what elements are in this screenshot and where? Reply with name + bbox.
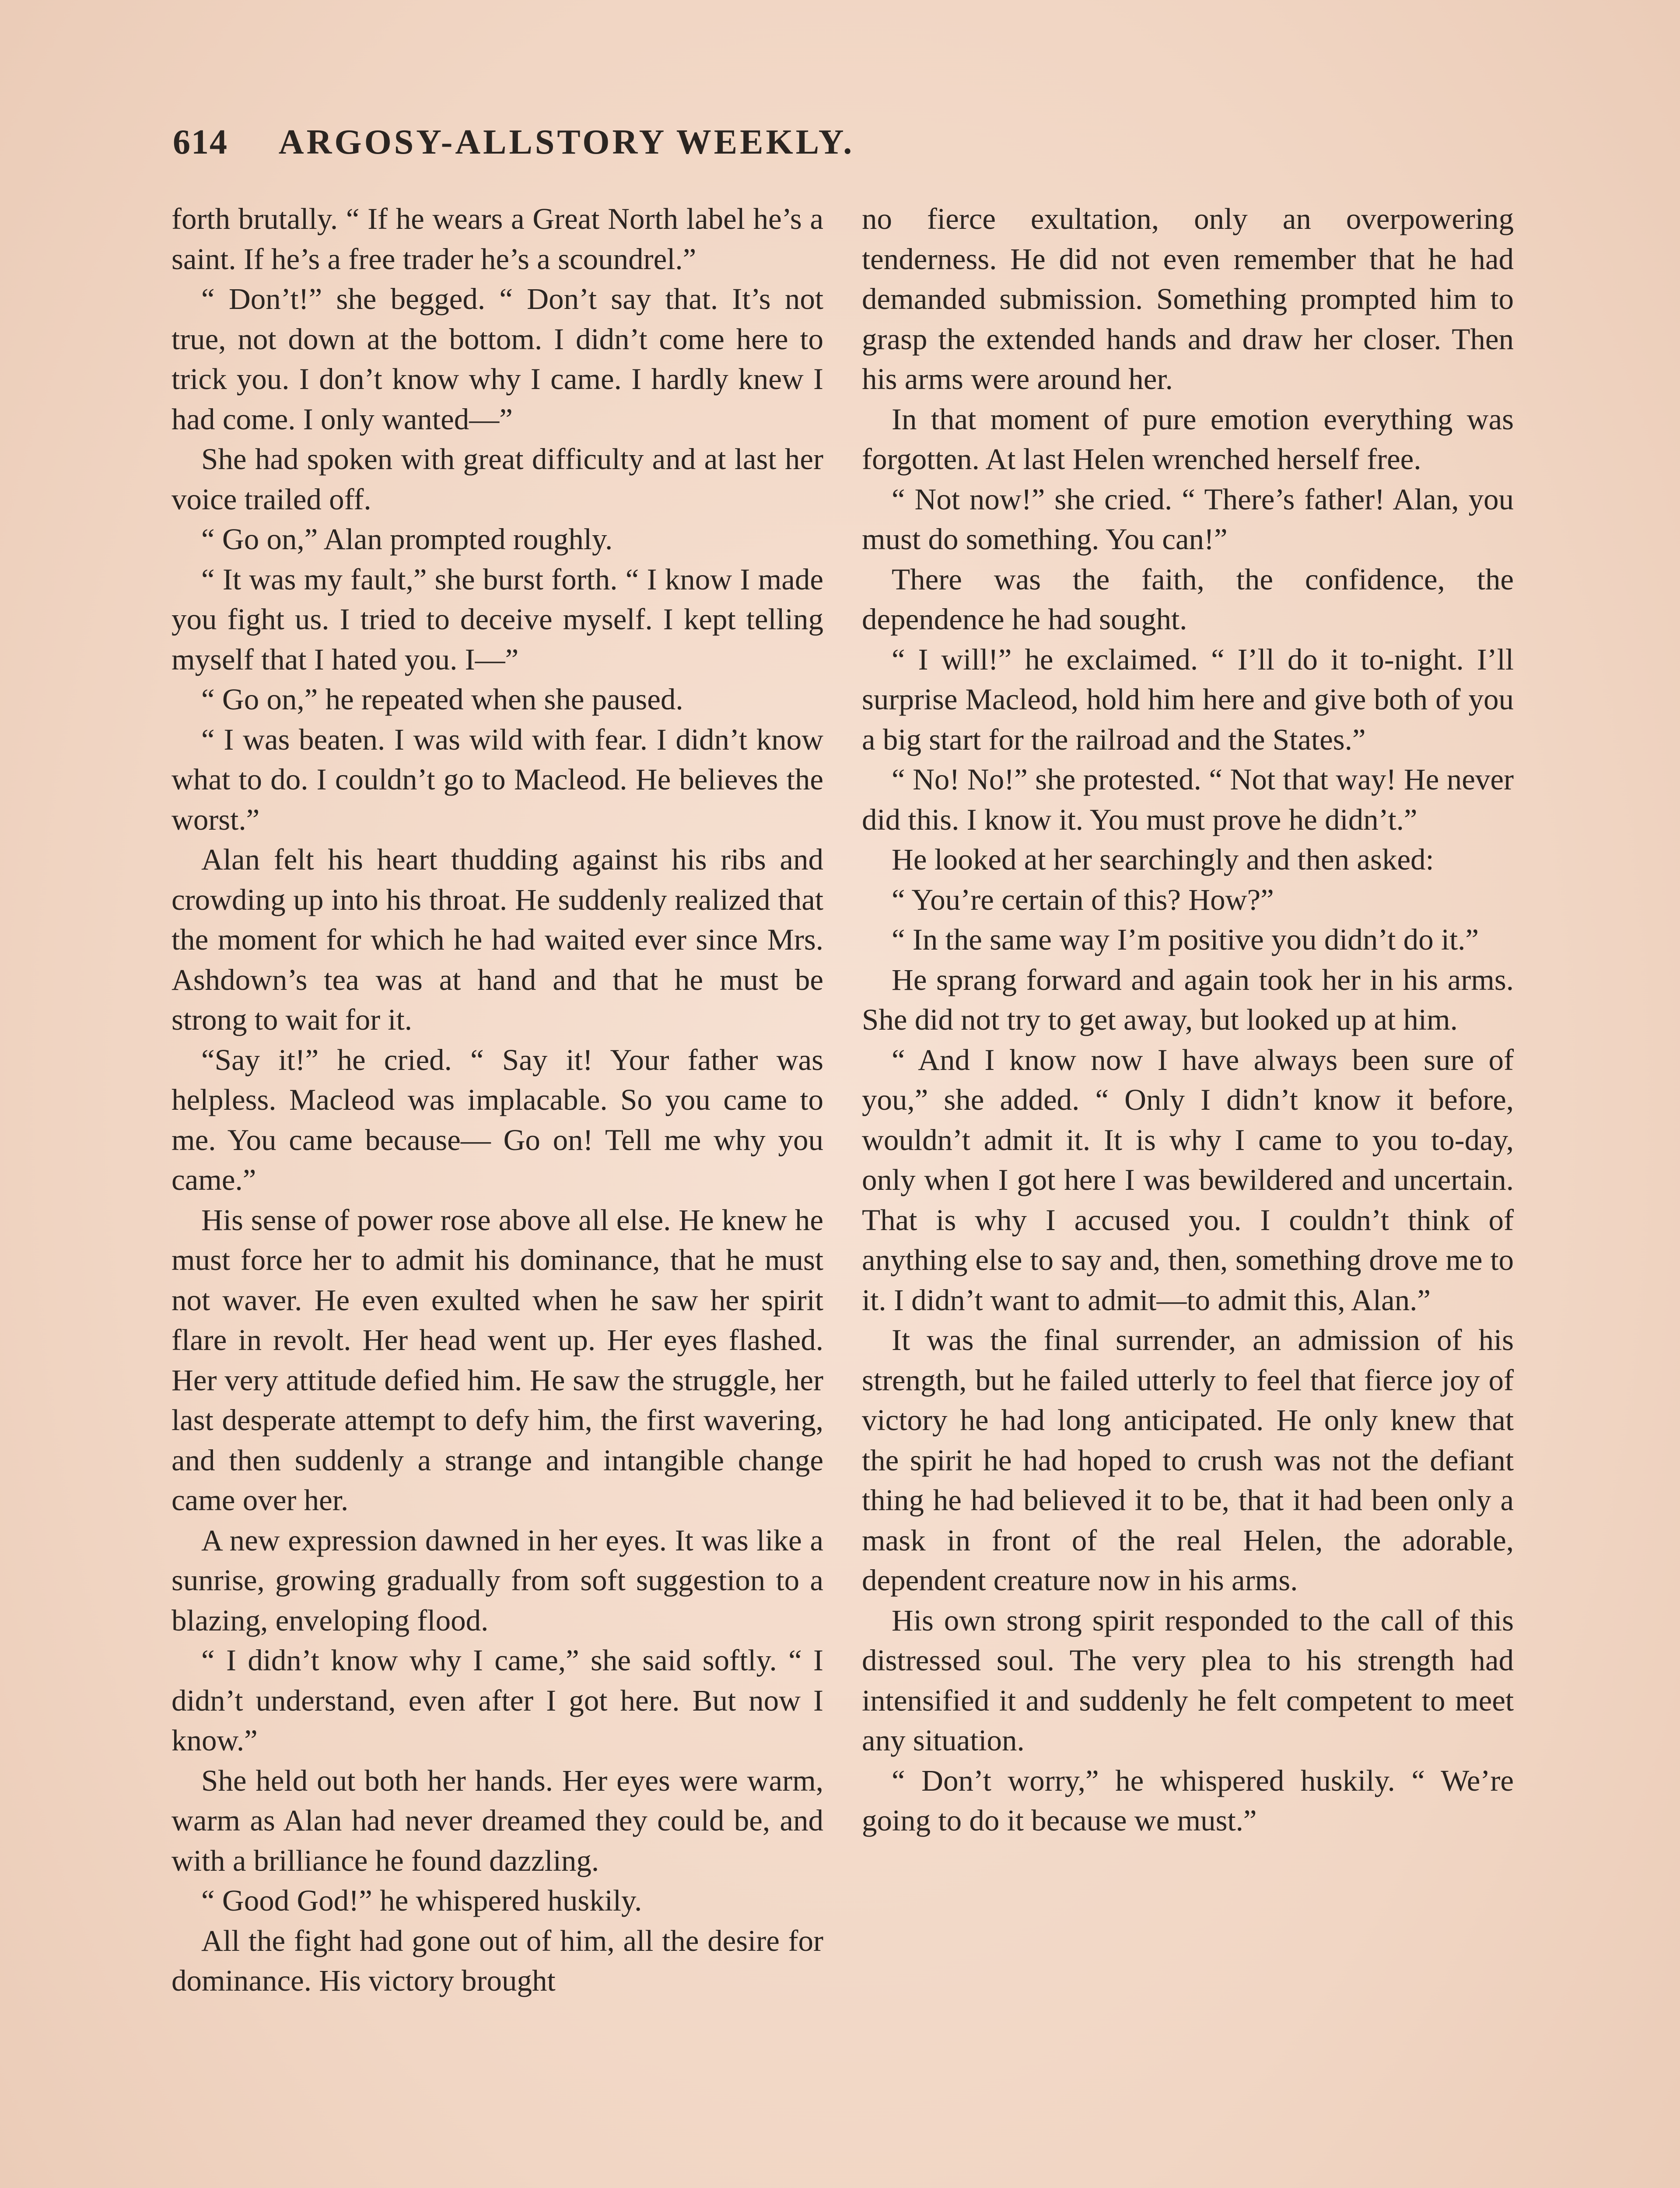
- paragraph: His own strong spirit responded to the call of this distressed soul. The very plea to his strength had intensified it and suddenly he felt competent to meet any situation.: [862, 1603, 1514, 1757]
- paragraph: In that moment of pure emotion everything was forgotten. At last Helen wrenched herself free.: [862, 402, 1514, 476]
- paragraph: His sense of power rose above all else. He knew he must force her to admit his dominance, that he must not waver. He even exulted when he saw her spirit flare in revolt. Her head went up. Her eyes flashed. Her very attitude defied him. He saw the struggle, her last desperate attempt to defy him, the first wavering, and then suddenly a strange and intangible change came over her.: [172, 1203, 823, 1517]
- paragraph: “ Not now!” she cried. “ There’s father! Alan, you must do something. You can!”: [862, 482, 1514, 556]
- paragraph: “Say it!” he cried. “ Say it! Your father was helpless. Macleod was implacable. So you came to me. You came because— Go on! Tell me why you came.”: [172, 1043, 823, 1196]
- running-head: ARGOSY-ALLSTORY WEEKLY.: [278, 123, 855, 161]
- paragraph: Alan felt his heart thudding against his ribs and crowding up into his throat. He suddenly realized that the moment for which he had waited ever since Mrs. Ashdown’s tea was at hand and that he must be strong to wait for it.: [172, 843, 823, 1036]
- paragraph: “ Good God!” he whispered huskily.: [201, 1884, 642, 1917]
- paragraph: He sprang forward and again took her in his arms. She did not try to get away, but looked up at him.: [862, 963, 1514, 1036]
- paragraph: “ No! No!” she protested. “ Not that way! He never did this. I know it. You must prove he didn’t.”: [862, 763, 1514, 836]
- paragraph: A new expression dawned in her eyes. It was like a sunrise, growing gradually from soft suggestion to a blazing, enveloping flood.: [172, 1523, 823, 1637]
- paragraph: She held out both her hands. Her eyes were warm, warm as Alan had never dreamed they could be, and with a brilliance he found dazzling.: [172, 1764, 823, 1877]
- paragraph: “ Don’t!” she begged. “ Don’t say that. It’s not true, not down at the bottom. I didn’t come here to trick you. I don’t know why I came. I hardly knew I had come. I only wanted—”: [172, 282, 823, 436]
- paragraph: It was the final surrender, an admission of his strength, but he failed utterly to feel that fierce joy of victory he had long anticipated. He only knew that the spirit he had hoped to crush was not the defiant thing he had believed it to be, that it had been only a mask in front of the real Helen, the adorable, dependent creature now in his arms.: [862, 1323, 1514, 1597]
- left-column: [172, 199, 823, 2001]
- paragraph: “ In the same way I’m positive you didn’t do it.”: [892, 923, 1479, 956]
- paragraph: “ It was my fault,” she burst forth. “ I know I made you fight us. I tried to deceive myself. I kept telling myself that I hated you. I—”: [172, 562, 823, 676]
- right-column: [862, 199, 1514, 1841]
- paragraph: He looked at her searchingly and then asked:: [892, 843, 1434, 876]
- page-header: [173, 123, 1135, 171]
- paragraph: She had spoken with great difficulty and at last her voice trailed off.: [172, 442, 823, 516]
- paragraph: “ I didn’t know why I came,” she said softly. “ I didn’t understand, even after I got here. But now I know.”: [172, 1644, 823, 1757]
- paragraph: “ And I know now I have always been sure of you,” she added. “ Only I didn’t know it before, wouldn’t admit it. It is why I came to you to-day, only when I got here I was bewildered and uncertain. That is why I accused you. I couldn’t think of anything else to say and, then, something drove me to it. I didn’t want to admit—to admit this, Alan.”: [862, 1043, 1514, 1317]
- paragraph: forth brutally. “ If he wears a Great North label he’s a saint. If he’s a free trader he’s a scoundrel.”: [172, 202, 823, 276]
- paragraph: “ Go on,” he repeated when she paused.: [201, 683, 683, 716]
- paragraph: “ I will!” he exclaimed. “ I’ll do it to-night. I’ll surprise Macleod, hold him here and give both of you a big start for the railroad and the States.”: [862, 642, 1514, 756]
- paragraph: All the fight had gone out of him, all the desire for dominance. His victory brought: [172, 1924, 823, 1997]
- paragraph: “ You’re certain of this? How?”: [892, 883, 1274, 916]
- paragraph: “ Go on,” Alan prompted roughly.: [201, 522, 613, 556]
- paragraph: “ Don’t worry,” he whispered huskily. “ We’re going to do it because we must.”: [862, 1764, 1514, 1837]
- paragraph: There was the faith, the confidence, the dependence he had sought.: [862, 562, 1514, 636]
- page-number: 614: [173, 123, 228, 161]
- paragraph: “ I was beaten. I was wild with fear. I didn’t know what to do. I couldn’t go to Macleod. He believes the worst.”: [172, 722, 823, 836]
- paragraph: no fierce exultation, only an overpowering tenderness. He did not even remember that he had demanded submission. Something prompted him to grasp the extended hands and draw her closer. Then his arms were around her.: [862, 202, 1514, 396]
